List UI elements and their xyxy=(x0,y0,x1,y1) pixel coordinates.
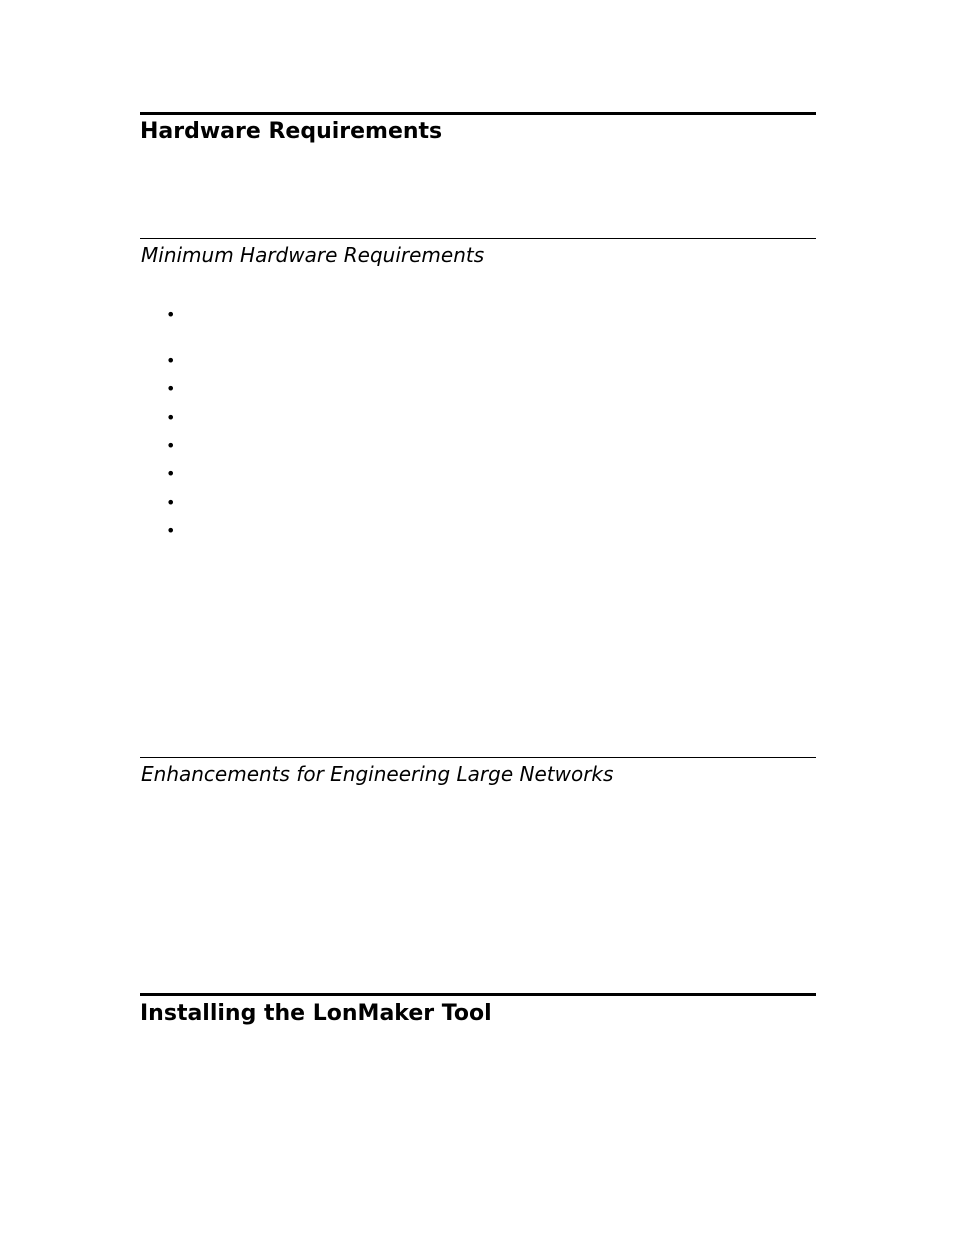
subsection-rule-minimum-hardware xyxy=(140,238,816,239)
heading-hardware-requirements: Hardware Requirements xyxy=(140,119,443,144)
section-rule-hardware xyxy=(140,112,816,115)
subsection-rule-enhancements xyxy=(140,757,816,758)
list-bullet: • xyxy=(166,436,176,455)
list-bullet: • xyxy=(166,408,176,427)
list-bullet: • xyxy=(166,493,176,512)
list-bullet: • xyxy=(166,351,176,370)
list-bullet: • xyxy=(166,379,176,398)
heading-installing-lonmaker-tool: Installing the LonMaker Tool xyxy=(140,1001,492,1026)
subheading-minimum-hardware-requirements: Minimum Hardware Requirements xyxy=(141,243,485,267)
section-rule-installing xyxy=(140,993,816,996)
list-bullet: • xyxy=(166,305,176,324)
list-bullet: • xyxy=(166,521,176,540)
list-bullet: • xyxy=(166,464,176,483)
subheading-enhancements-large-networks: Enhancements for Engineering Large Networks xyxy=(141,762,614,786)
